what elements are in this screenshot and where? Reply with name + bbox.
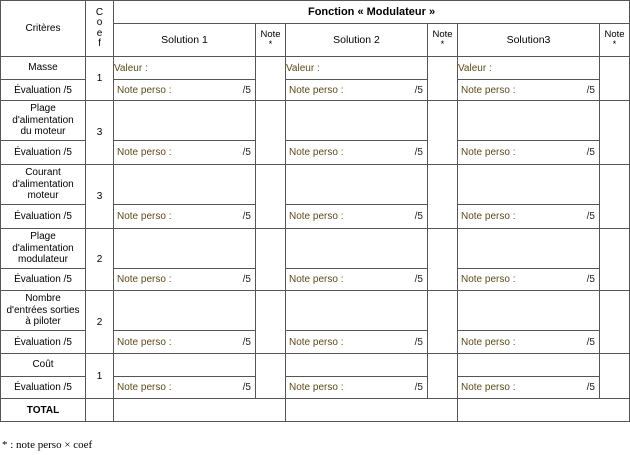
note-cell[interactable] [428, 165, 458, 229]
out-of-five: /5 [586, 84, 595, 96]
evaluation-label: Évaluation /5 [1, 269, 86, 291]
note-perso-label: Note perso : [289, 147, 344, 158]
solution-detail-cell[interactable] [286, 229, 428, 269]
note-perso-field[interactable] [458, 331, 600, 354]
coef-value: 3 [86, 165, 114, 229]
note-perso-label: Note perso : [117, 84, 172, 96]
note-cell[interactable] [428, 57, 458, 101]
note-perso-label: Note perso : [461, 211, 516, 222]
solution-detail-cell[interactable] [286, 101, 428, 141]
out-of-five: /5 [242, 274, 251, 285]
out-of-five: /5 [586, 147, 595, 158]
solution-detail-cell[interactable] [458, 354, 600, 377]
total-solution-3[interactable] [458, 399, 630, 422]
note-cell[interactable] [600, 354, 630, 399]
value-field[interactable]: Valeur : [114, 57, 256, 80]
total-coef-cell [86, 399, 114, 422]
note-perso-field[interactable] [286, 269, 428, 291]
evaluation-label: Évaluation /5 [1, 377, 86, 399]
solution-3-header: Solution3 [458, 24, 600, 57]
note-cell[interactable] [428, 291, 458, 354]
note-perso-label: Note perso : [461, 336, 516, 348]
out-of-five: /5 [586, 274, 595, 285]
total-solution-1[interactable] [114, 399, 286, 422]
note-perso-field[interactable] [458, 377, 600, 399]
note-perso-label: Note perso : [117, 211, 172, 222]
note-cell[interactable] [600, 165, 630, 229]
note-perso-label: Note perso : [289, 336, 344, 348]
out-of-five: /5 [414, 336, 423, 348]
note-perso-label: Note perso : [461, 84, 516, 96]
note-perso-label: Note perso : [461, 274, 516, 285]
note-perso-field[interactable] [114, 80, 256, 101]
out-of-five: /5 [414, 84, 423, 96]
note-perso-label: Note perso : [117, 336, 172, 348]
out-of-five: /5 [242, 211, 251, 222]
note-cell[interactable] [256, 165, 286, 229]
criterion-label: Plage d'alimentation du moteur [1, 101, 86, 141]
coef-value: 2 [86, 229, 114, 291]
note-cell[interactable] [428, 101, 458, 165]
out-of-five: /5 [586, 336, 595, 348]
note-perso-label: Note perso : [461, 147, 516, 158]
note-cell[interactable] [600, 101, 630, 165]
out-of-five: /5 [242, 84, 251, 96]
solution-detail-cell[interactable] [458, 229, 600, 269]
note-header: Note * [600, 24, 630, 57]
note-perso-field[interactable] [286, 80, 428, 101]
note-perso-field[interactable] [286, 141, 428, 165]
note-perso-label: Note perso : [461, 382, 516, 393]
note-perso-field[interactable] [114, 331, 256, 354]
note-cell[interactable] [256, 291, 286, 354]
criterion-label: Coût [1, 354, 86, 377]
out-of-five: /5 [414, 211, 423, 222]
criterion-label: Masse [1, 57, 86, 80]
coef-value: 2 [86, 291, 114, 354]
evaluation-label: Évaluation /5 [1, 331, 86, 354]
solution-detail-cell[interactable] [114, 354, 256, 377]
note-perso-field[interactable] [286, 377, 428, 399]
note-perso-field[interactable] [458, 205, 600, 229]
coef-value: 1 [86, 57, 114, 101]
evaluation-label: Évaluation /5 [1, 205, 86, 229]
note-cell[interactable] [256, 101, 286, 165]
solution-2-header: Solution 2 [286, 24, 428, 57]
solution-1-header: Solution 1 [114, 24, 256, 57]
total-label: TOTAL [1, 399, 86, 422]
out-of-five: /5 [414, 382, 423, 393]
criterion-label: Courant d'alimentation moteur [1, 165, 86, 205]
footnote: * : note perso × coef [2, 439, 93, 451]
out-of-five: /5 [414, 274, 423, 285]
solution-detail-cell[interactable] [114, 229, 256, 269]
out-of-five: /5 [414, 147, 423, 158]
note-cell[interactable] [600, 229, 630, 291]
note-perso-label: Note perso : [117, 274, 172, 285]
value-field[interactable]: Valeur : [458, 57, 600, 80]
coef-value: 3 [86, 101, 114, 165]
criterion-label: Plage d'alimentation modulateur [1, 229, 86, 269]
out-of-five: /5 [586, 211, 595, 222]
note-perso-field[interactable] [458, 269, 600, 291]
note-perso-field[interactable] [114, 205, 256, 229]
out-of-five: /5 [242, 336, 251, 348]
out-of-five: /5 [242, 147, 251, 158]
total-solution-2[interactable] [286, 399, 458, 422]
function-title: Fonction « Modulateur » [114, 1, 630, 24]
solution-detail-cell[interactable] [114, 291, 256, 331]
out-of-five: /5 [586, 382, 595, 393]
note-header: Note * [256, 24, 286, 57]
criterion-label: Nombre d'entrées sorties à piloter [1, 291, 86, 331]
solution-detail-cell[interactable] [286, 165, 428, 205]
note-cell[interactable] [428, 354, 458, 399]
note-header: Note * [428, 24, 458, 57]
note-cell[interactable] [428, 229, 458, 291]
note-perso-field[interactable] [286, 205, 428, 229]
solution-detail-cell[interactable] [458, 291, 600, 331]
note-perso-label: Note perso : [289, 211, 344, 222]
note-perso-field[interactable] [458, 141, 600, 165]
evaluation-label: Évaluation /5 [1, 80, 86, 101]
note-perso-label: Note perso : [289, 382, 344, 393]
note-perso-label: Note perso : [289, 84, 344, 96]
coef-header: C o e f [86, 1, 114, 57]
note-perso-label: Note perso : [289, 274, 344, 285]
solution-detail-cell[interactable] [114, 101, 256, 141]
note-cell[interactable] [600, 291, 630, 354]
coef-value: 1 [86, 354, 114, 399]
note-perso-field[interactable] [114, 377, 256, 399]
note-perso-field[interactable] [458, 80, 600, 101]
out-of-five: /5 [242, 382, 251, 393]
criteria-header: Critères [1, 1, 86, 57]
solution-detail-cell[interactable] [114, 165, 256, 205]
note-cell[interactable] [256, 57, 286, 101]
note-perso-label: Note perso : [117, 147, 172, 158]
solution-detail-cell[interactable] [286, 291, 428, 331]
solution-detail-cell[interactable] [458, 165, 600, 205]
note-perso-field[interactable] [286, 331, 428, 354]
value-field[interactable]: Valeur : [286, 57, 428, 80]
note-cell[interactable] [256, 354, 286, 399]
solution-detail-cell[interactable] [458, 101, 600, 141]
evaluation-label: Évaluation /5 [1, 141, 86, 165]
note-cell[interactable] [600, 57, 630, 101]
note-perso-field[interactable] [114, 269, 256, 291]
note-perso-field[interactable] [114, 141, 256, 165]
solution-detail-cell[interactable] [286, 354, 428, 377]
note-perso-label: Note perso : [117, 382, 172, 393]
note-cell[interactable] [256, 229, 286, 291]
